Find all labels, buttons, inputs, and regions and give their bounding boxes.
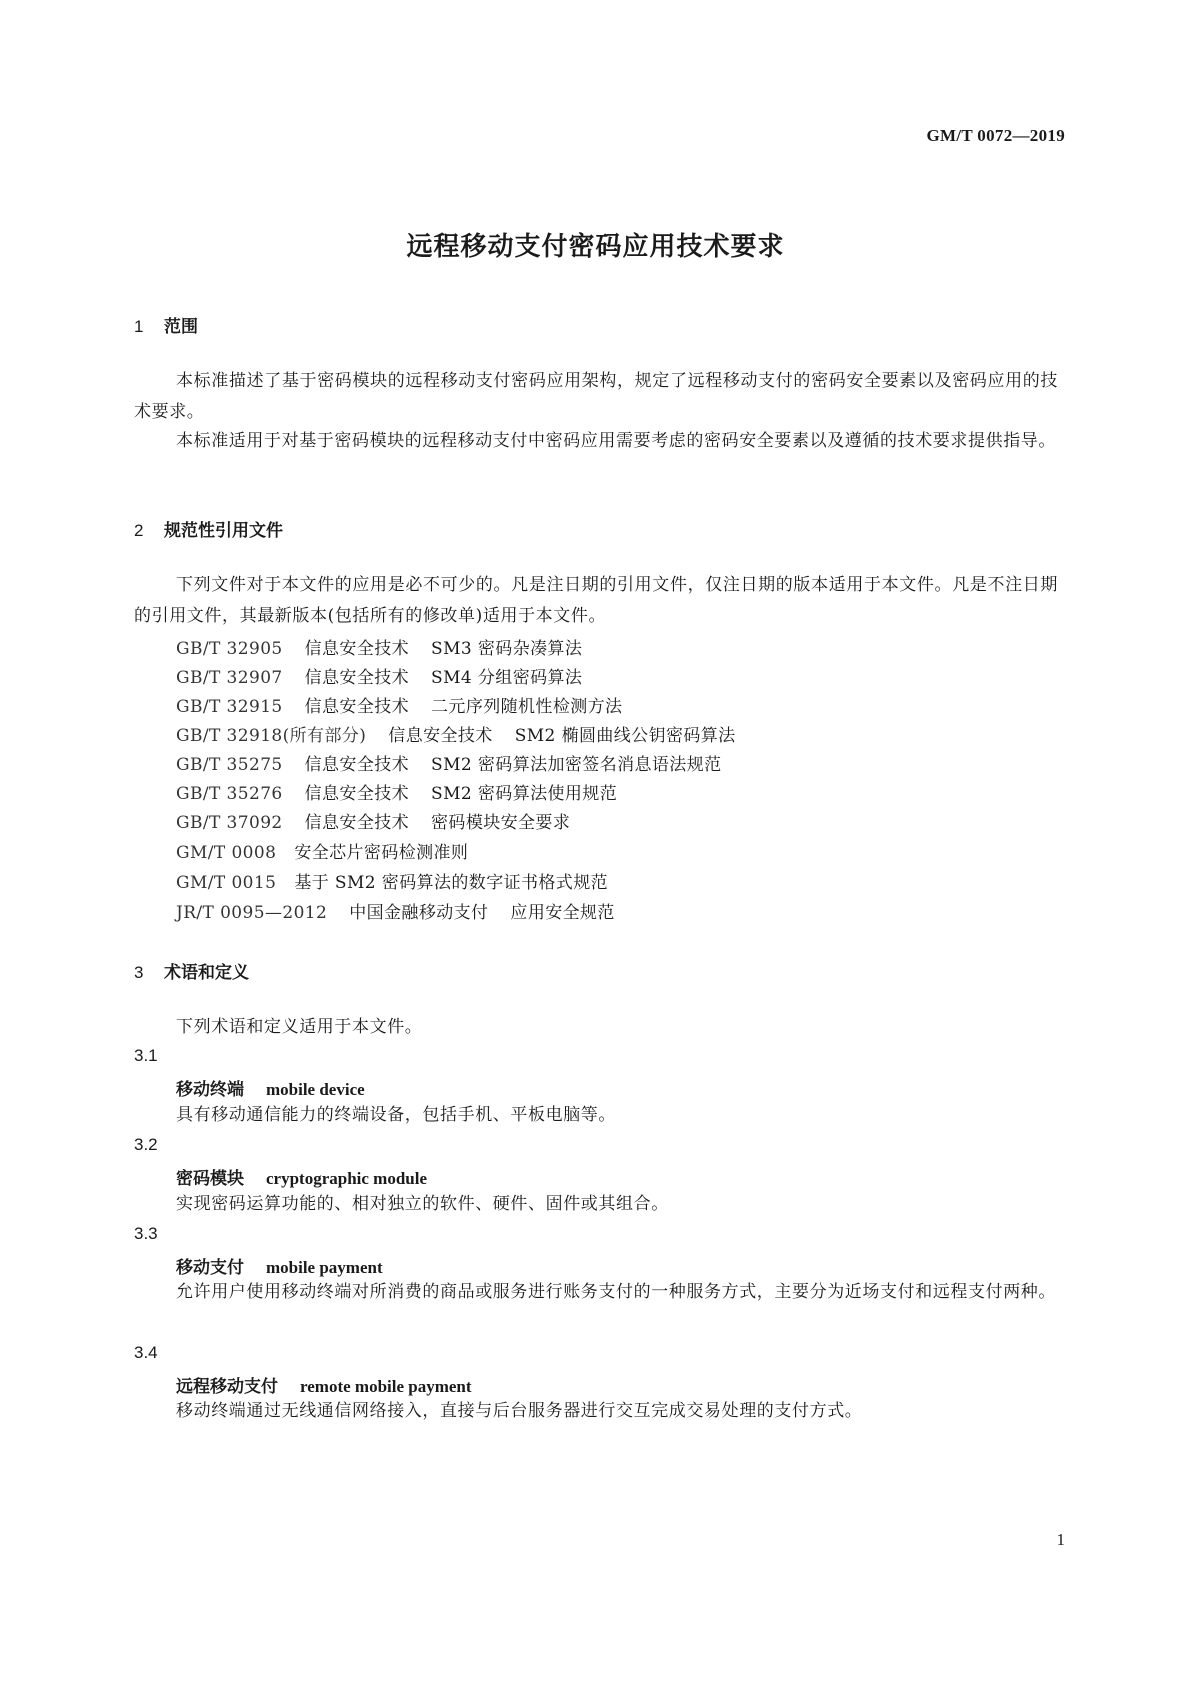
reference-code: GM/T 0015 <box>176 873 277 893</box>
scope-paragraph-1: 本标准描述了基于密码模块的远程移动支付密码应用架构，规定了远程移动支付的密码安全要素以及密码应用的技术要求。 <box>134 371 1058 422</box>
section-title: 规范性引用文件 <box>164 521 283 541</box>
reference-item <box>176 663 582 688</box>
reference-title-part: 基于 SM2 密码算法的数字证书格式规范 <box>294 873 609 893</box>
term-name-zh: 移动支付 <box>176 1258 244 1278</box>
reference-title-part: 信息安全技术 <box>304 784 410 804</box>
reference-item <box>176 898 615 923</box>
term-name-en: cryptographic module <box>266 1169 428 1188</box>
term-definition: 实现密码运算功能的、相对独立的软件、硬件、固件或其组合。 <box>176 1194 669 1214</box>
term-name <box>176 1372 472 1397</box>
section-heading-scope <box>134 312 198 337</box>
term-definition: 具有移动通信能力的终端设备，包括手机、平板电脑等。 <box>176 1105 616 1125</box>
term-name-zh: 移动终端 <box>176 1080 244 1100</box>
term-number: 3.1 <box>134 1046 158 1065</box>
reference-title-part: SM2 密码算法使用规范 <box>431 784 618 804</box>
section-title: 范围 <box>164 317 198 337</box>
reference-code: GB/T 32905 <box>176 639 283 659</box>
term-name <box>176 1075 365 1100</box>
reference-item <box>176 808 570 833</box>
reference-item <box>176 692 622 717</box>
term-number: 3.4 <box>134 1343 158 1362</box>
section-heading-terms <box>134 958 249 983</box>
reference-title-part: 信息安全技术 <box>304 668 410 688</box>
standard-number: GM/T 0072—2019 <box>926 126 1065 145</box>
reference-item <box>176 838 468 863</box>
reference-title-part: 密码模块安全要求 <box>431 813 571 833</box>
reference-item <box>176 750 722 775</box>
term-number: 3.3 <box>134 1224 158 1243</box>
reference-item <box>176 779 617 804</box>
section-number: 1 <box>134 317 144 336</box>
reference-code: GB/T 35276 <box>176 784 283 804</box>
term-definition: 允许用户使用移动终端对所消费的商品或服务进行账务支付的一种服务方式，主要分为近场支付和远程支付两种。 <box>176 1282 1056 1302</box>
term-name-en: mobile device <box>266 1080 365 1099</box>
reference-item <box>176 721 736 746</box>
reference-title-part: SM2 椭圆曲线公钥密码算法 <box>514 726 736 746</box>
reference-title-part: 信息安全技术 <box>304 639 410 659</box>
scope-paragraph-2: 本标准适用于对基于密码模块的远程移动支付中密码应用需要考虑的密码安全要素以及遵循的技术要求提供指导。 <box>176 431 1056 451</box>
reference-title-part: 信息安全技术 <box>388 726 493 746</box>
term-name <box>176 1253 383 1278</box>
reference-title-part: 信息安全技术 <box>304 697 410 717</box>
reference-item <box>176 634 582 659</box>
reference-code: GB/T 32915 <box>176 697 283 717</box>
term-name <box>176 1164 427 1189</box>
reference-title-part: 安全芯片密码检测准则 <box>294 843 469 863</box>
references-intro: 下列文件对于本文件的应用是必不可少的。凡是注日期的引用文件，仅注日期的版本适用于本文件。凡是不注日期的引用文件，其最新版本(包括所有的修改单)适用于本文件。 <box>134 575 1058 626</box>
document-title: 远程移动支付密码应用技术要求 <box>406 232 785 262</box>
reference-code: GM/T 0008 <box>176 843 277 863</box>
section-title: 术语和定义 <box>164 963 249 983</box>
reference-title-part: SM3 密码杂凑算法 <box>431 639 583 659</box>
reference-code: GB/T 32918(所有部分) <box>176 726 367 746</box>
reference-title-part: 信息安全技术 <box>304 755 410 775</box>
reference-title-part: 信息安全技术 <box>304 813 410 833</box>
reference-title-part: 二元序列随机性检测方法 <box>431 697 623 717</box>
term-name-en: mobile payment <box>266 1258 383 1277</box>
term-number: 3.2 <box>134 1135 158 1154</box>
term-name-zh: 远程移动支付 <box>176 1377 278 1397</box>
term-definition: 移动终端通过无线通信网络接入，直接与后台服务器进行交互完成交易处理的支付方式。 <box>176 1401 863 1421</box>
reference-title-part: SM4 分组密码算法 <box>431 668 583 688</box>
section-heading-normative-references <box>134 516 283 541</box>
reference-code: JR/T 0095—2012 <box>176 903 328 923</box>
page-number: 1 <box>1056 1530 1065 1549</box>
reference-title-part: 应用安全规范 <box>510 903 615 923</box>
reference-code: GB/T 32907 <box>176 668 283 688</box>
term-name-en: remote mobile payment <box>300 1377 472 1396</box>
reference-item <box>176 868 608 893</box>
reference-title-part: SM2 密码算法加密签名消息语法规范 <box>431 755 722 775</box>
reference-code: GB/T 37092 <box>176 813 283 833</box>
reference-title-part: 中国金融移动支付 <box>349 903 489 923</box>
section-number: 2 <box>134 521 144 540</box>
term-name-zh: 密码模块 <box>176 1169 244 1189</box>
section-number: 3 <box>134 963 144 982</box>
reference-code: GB/T 35275 <box>176 755 283 775</box>
terms-intro: 下列术语和定义适用于本文件。 <box>176 1017 423 1037</box>
